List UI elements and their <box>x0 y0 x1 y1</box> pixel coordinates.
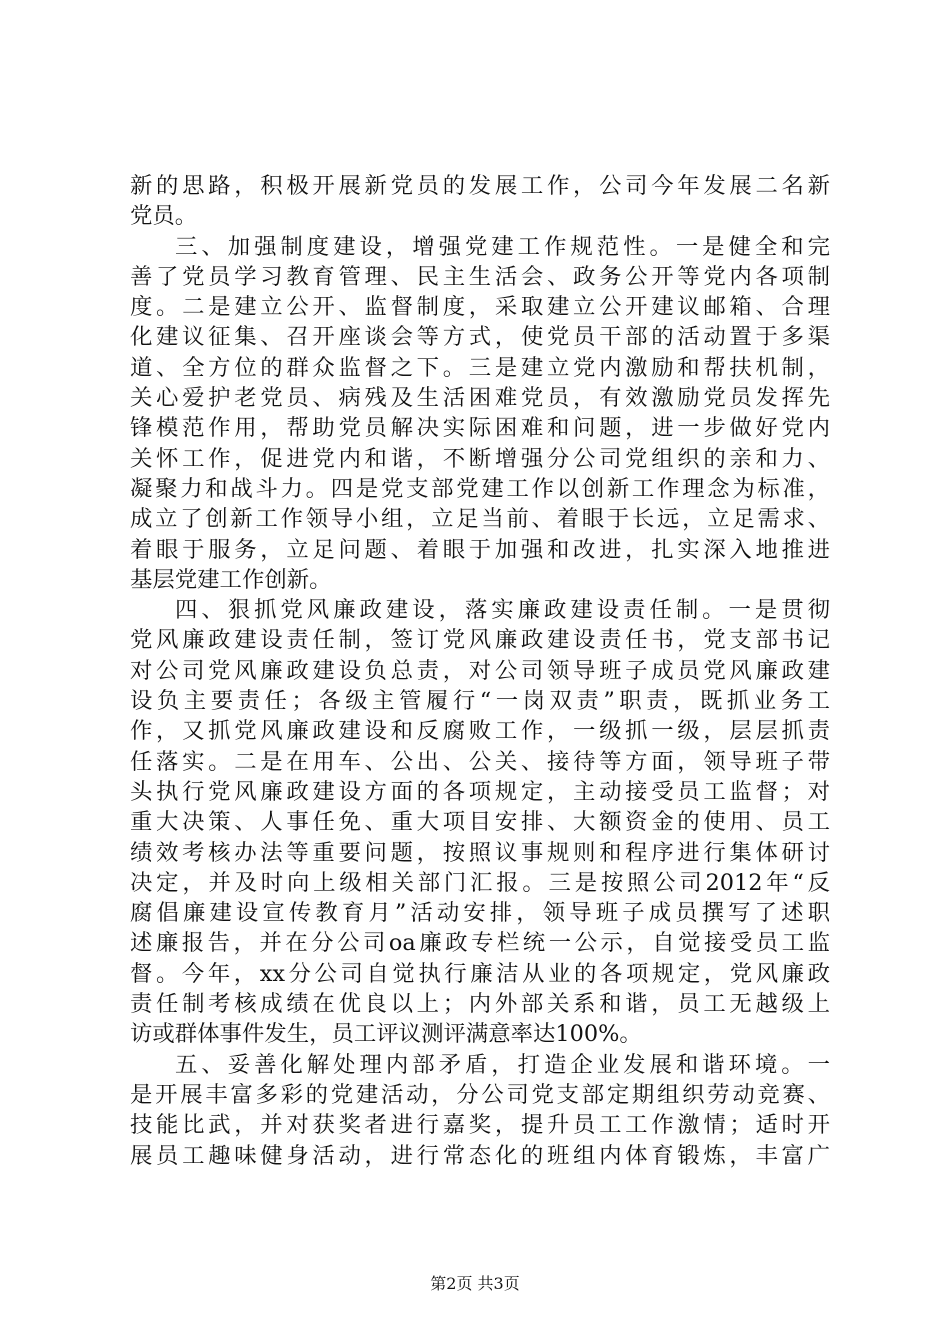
text-line: 锋模范作用，帮助党员解决实际困难和问题，进一步做好党内 <box>130 415 830 442</box>
text-line: 头执行党风廉政建设方面的各项规定，主动接受员工监督；对 <box>130 778 830 805</box>
text-line: 凝聚力和战斗力。四是党支部党建工作以创新工作理念为标准， <box>130 475 830 502</box>
paragraph-3 <box>130 595 830 1049</box>
text-line: 关怀工作，促进党内和谐，不断增强分公司党组织的亲和力、 <box>130 445 830 472</box>
text-line: 道、全方位的群众监督之下。三是建立党内激励和帮扶机制， <box>130 354 830 381</box>
text-line: 党风廉政建设责任制，签订党风廉政建设责任书，党支部书记 <box>130 627 830 654</box>
text-line: 着眼于服务，立足问题、着眼于加强和改进，扎实深入地推进 <box>130 536 830 563</box>
text-line: 关心爱护老党员、病残及生活困难党员，有效激励党员发挥先 <box>130 385 830 412</box>
text-line: 三、加强制度建设，增强党建工作规范性。一是健全和完 <box>175 233 830 260</box>
text-line: 决定，并及时向上级相关部门汇报。三是按照公司2012年“反 <box>130 869 830 896</box>
text-line: 五、妥善化解处理内部矛盾，打造企业发展和谐环境。一 <box>175 1051 830 1078</box>
text-line: 成立了创新工作领导小组，立足当前、着眼于长远，立足需求、 <box>130 506 830 533</box>
text-line: 党员。 <box>130 203 198 230</box>
paragraph-2 <box>130 232 830 596</box>
text-line: 责任制考核成绩在优良以上；内外部关系和谐，员工无越级上 <box>130 991 830 1018</box>
text-line: 四、狠抓党风廉政建设，落实廉政建设责任制。一是贯彻 <box>175 597 830 624</box>
text-line: 基层党建工作创新。 <box>130 566 332 593</box>
text-line: 对公司党风廉政建设负总责，对公司领导班子成员党风廉政建 <box>130 657 830 684</box>
text-line: 度。二是建立公开、监督制度，采取建立公开建议邮箱、合理 <box>130 294 830 321</box>
text-line: 重大决策、人事任免、重大项目安排、大额资金的使用、员工 <box>130 809 830 836</box>
text-line: 绩效考核办法等重要问题，按照议事规则和程序进行集体研讨 <box>130 839 830 866</box>
text-line: 督。今年，xx分公司自觉执行廉洁从业的各项规定，党风廉政 <box>130 960 830 987</box>
text-line: 善了党员学习教育管理、民主生活会、政务公开等党内各项制 <box>130 263 830 290</box>
text-line: 化建议征集、召开座谈会等方式，使党员干部的活动置于多渠 <box>130 324 830 351</box>
text-line: 是开展丰富多彩的党建活动，分公司党支部定期组织劳动竞赛、 <box>130 1081 830 1108</box>
text-line: 述廉报告，并在分公司oa廉政专栏统一公示，自觉接受员工监 <box>130 930 830 957</box>
text-line: 新的思路，积极开展新党员的发展工作，公司今年发展二名新 <box>130 173 830 199</box>
text-line: 技能比武，并对获奖者进行嘉奖，提升员工工作激情；适时开 <box>130 1112 830 1139</box>
text-line: 设负主要责任；各级主管履行“一岗双责”职责，既抓业务工 <box>130 688 830 715</box>
paragraph-4 <box>130 1050 830 1171</box>
text-line: 任落实。二是在用车、公出、公关、接待等方面，领导班子带 <box>130 748 830 775</box>
document-body <box>130 171 830 1171</box>
text-line: 展员工趣味健身活动，进行常态化的班组内体育锻炼，丰富广 <box>130 1142 830 1169</box>
page-number-footer: 第2页 共3页 <box>430 1274 520 1293</box>
paragraph-1 <box>130 171 830 232</box>
text-line: 腐倡廉建设宣传教育月”活动安排，领导班子成员撰写了述职 <box>130 900 830 927</box>
text-line: 访或群体事件发生，员工评议测评满意率达100%。 <box>130 1021 642 1048</box>
text-line: 作，又抓党风廉政建设和反腐败工作，一级抓一级，层层抓责 <box>130 718 830 745</box>
